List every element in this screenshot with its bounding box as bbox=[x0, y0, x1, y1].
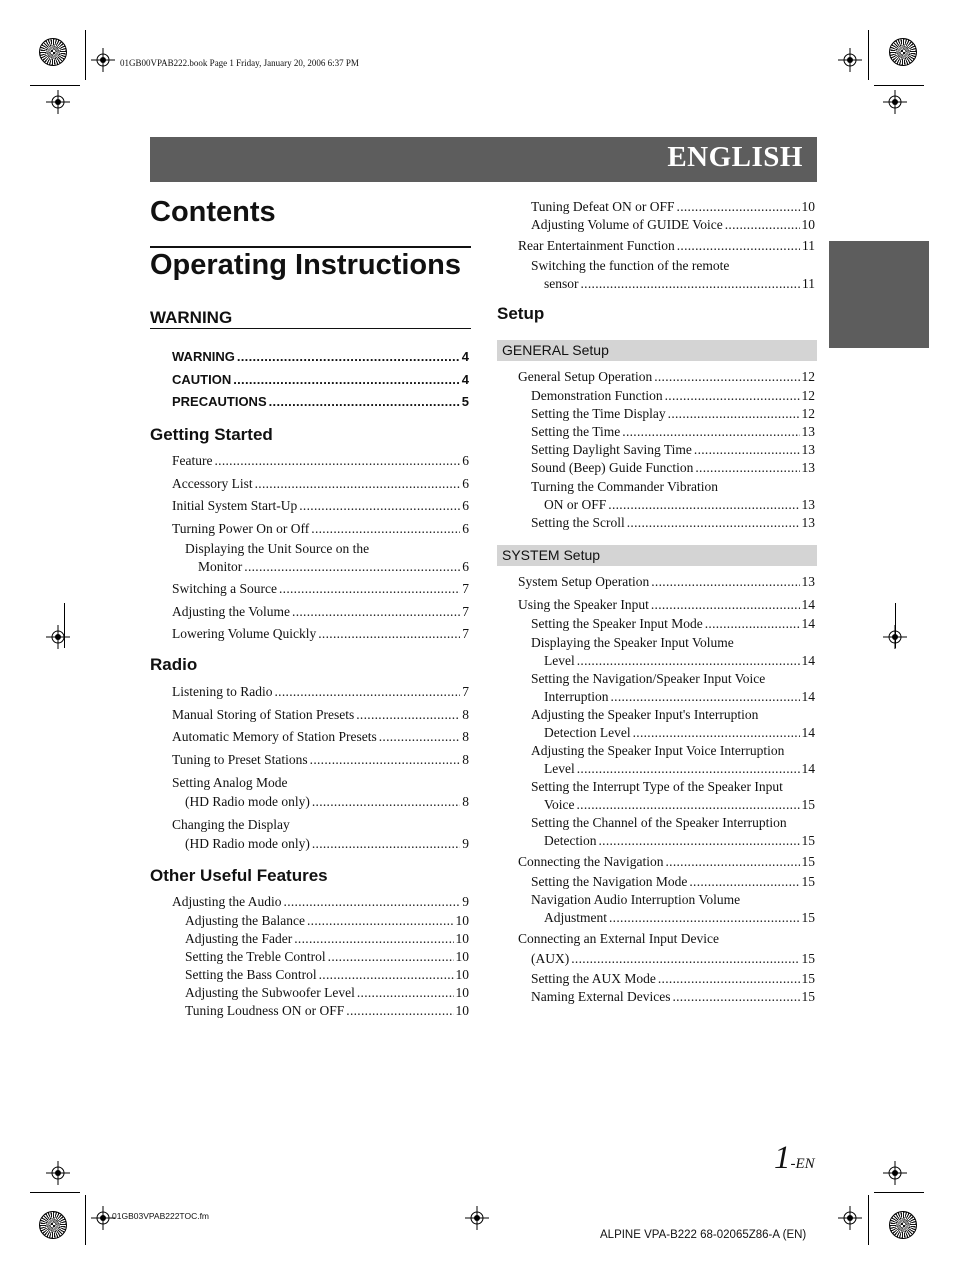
toc-entry[interactable]: System Setup Operation ..... 13 bbox=[518, 573, 815, 591]
language-label: ENGLISH bbox=[667, 141, 803, 173]
toc-entry-continued[interactable]: (AUX) ..... 15 bbox=[518, 950, 815, 968]
toc-entry[interactable]: Naming External Devices ..... 15 bbox=[518, 988, 815, 1006]
toc-entry[interactable]: Navigation Audio Interruption Volume bbox=[531, 892, 741, 907]
toc-entry[interactable]: Feature ..... 6 bbox=[172, 452, 469, 470]
toc-entry[interactable]: Adjusting the Balance ..... 10 bbox=[172, 912, 469, 930]
toc-entry[interactable]: Changing the Display bbox=[172, 816, 290, 832]
toc-entry[interactable]: Turning the Commander Vibration bbox=[531, 479, 719, 494]
toc-entry[interactable]: Using the Speaker Input ..... 14 bbox=[518, 596, 815, 614]
side-tab bbox=[829, 241, 929, 348]
toc-entry[interactable]: Setting Daylight Saving Time ..... 13 bbox=[518, 441, 815, 459]
crop-mark bbox=[874, 1192, 924, 1193]
toc-entry-continued[interactable]: Voice ..... 15 bbox=[518, 796, 815, 814]
registration-disc-top-right bbox=[889, 38, 917, 66]
toc-entry[interactable]: Setting the AUX Mode ..... 15 bbox=[518, 970, 815, 988]
crop-mark bbox=[85, 30, 86, 80]
toc-entry-continued[interactable]: Level ..... 14 bbox=[518, 652, 815, 670]
source-file-name: 01GB03VPAB222TOC.fm bbox=[112, 1211, 210, 1221]
toc-entry[interactable]: Adjusting the Subwoofer Level ..... 10 bbox=[172, 984, 469, 1002]
registration-mark bbox=[883, 90, 907, 114]
toc-entry-continued[interactable]: Interruption ..... 14 bbox=[518, 688, 815, 706]
toc-entry[interactable]: Adjusting Volume of GUIDE Voice ..... 10 bbox=[518, 216, 815, 234]
toc-entry[interactable]: Adjusting the Volume ..... 7 bbox=[172, 603, 469, 621]
toc-entry[interactable]: Switching a Source ..... 7 bbox=[172, 580, 469, 598]
toc-entry[interactable]: Setting the Navigation Mode ..... 15 bbox=[518, 873, 815, 891]
right-top-list bbox=[518, 198, 815, 293]
registration-mark bbox=[46, 1161, 70, 1185]
band-system-setup: SYSTEM Setup bbox=[497, 545, 817, 566]
toc-entry[interactable]: Setting the Treble Control ..... 10 bbox=[172, 948, 469, 966]
registration-mark bbox=[883, 1161, 907, 1185]
crop-mark bbox=[30, 85, 80, 86]
registration-mark bbox=[838, 1206, 862, 1230]
toc-entry[interactable]: Setting the Scroll ..... 13 bbox=[518, 514, 815, 532]
section-heading-setup: Setup bbox=[497, 304, 545, 323]
toc-entry[interactable]: General Setup Operation ..... 12 bbox=[518, 368, 815, 386]
crop-mark bbox=[85, 1195, 86, 1245]
toc-entry-continued[interactable]: Level ..... 14 bbox=[518, 760, 815, 778]
band-general-setup: GENERAL Setup bbox=[497, 340, 817, 361]
crop-mark bbox=[895, 603, 896, 648]
toc-entry-continued[interactable]: Detection Level ..... 14 bbox=[518, 724, 815, 742]
toc-entry[interactable]: Initial System Start-Up ..... 6 bbox=[172, 497, 469, 515]
radio-list bbox=[172, 683, 469, 853]
section-heading-getting-started: Getting Started bbox=[150, 425, 273, 444]
crop-mark bbox=[868, 1195, 869, 1245]
general-setup-list bbox=[518, 368, 815, 532]
toc-entry[interactable]: Accessory List ..... 6 bbox=[172, 475, 469, 493]
toc-entry-continued[interactable]: sensor ..... 11 bbox=[518, 275, 815, 293]
toc-entry[interactable]: Setting the Bass Control ..... 10 bbox=[172, 966, 469, 984]
getting-started-list bbox=[172, 452, 469, 643]
registration-mark bbox=[465, 1206, 489, 1230]
toc-entry[interactable]: Setting the Interrupt Type of the Speaker Input bbox=[531, 779, 783, 794]
toc-entry[interactable]: Rear Entertainment Function ..... 11 bbox=[518, 237, 815, 255]
registration-disc-bottom-right bbox=[889, 1211, 917, 1239]
warning-list bbox=[172, 346, 469, 414]
section-heading-other-features: Other Useful Features bbox=[150, 866, 328, 885]
toc-entry[interactable]: Adjusting the Speaker Input's Interruption bbox=[531, 707, 759, 722]
crop-mark bbox=[874, 85, 924, 86]
toc-entry[interactable]: Manual Storing of Station Presets ..... 8 bbox=[172, 706, 469, 724]
contents-title: Contents bbox=[150, 196, 276, 228]
registration-mark bbox=[838, 48, 862, 72]
registration-mark bbox=[46, 625, 70, 649]
toc-entry[interactable]: PRECAUTIONS ..... 5 bbox=[172, 391, 469, 414]
toc-entry[interactable]: Adjusting the Speaker Input Voice Interruption bbox=[531, 743, 785, 758]
other-features-list bbox=[172, 893, 469, 1020]
toc-entry-continued[interactable]: Monitor ..... 6 bbox=[172, 558, 469, 576]
toc-entry[interactable]: Displaying the Unit Source on the bbox=[185, 540, 370, 556]
page-number: 1-EN bbox=[774, 1140, 815, 1176]
toc-entry[interactable]: Adjusting the Fader ..... 10 bbox=[172, 930, 469, 948]
operating-instructions-title: Operating Instructions bbox=[150, 246, 471, 282]
document-id: ALPINE VPA-B222 68-02065Z86-A (EN) bbox=[600, 1229, 807, 1241]
toc-entry[interactable]: Switching the function of the remote bbox=[531, 258, 730, 273]
toc-entry[interactable]: Listening to Radio ..... 7 bbox=[172, 683, 469, 701]
system-setup-list bbox=[518, 573, 815, 1006]
crop-mark bbox=[868, 30, 869, 80]
toc-entry[interactable]: Tuning Loudness ON or OFF ..... 10 bbox=[172, 1002, 469, 1020]
language-header-bar bbox=[150, 137, 817, 182]
toc-entry-continued[interactable]: ON or OFF ..... 13 bbox=[518, 496, 815, 514]
toc-entry[interactable]: Lowering Volume Quickly ..... 7 bbox=[172, 625, 469, 643]
toc-entry[interactable]: Setting Analog Mode bbox=[172, 774, 288, 790]
toc-entry[interactable]: Connecting the Navigation ..... 15 bbox=[518, 853, 815, 871]
section-heading-radio: Radio bbox=[150, 655, 198, 674]
toc-entry[interactable]: Setting the Navigation/Speaker Input Voice bbox=[531, 671, 766, 686]
toc-entry[interactable]: Tuning Defeat ON or OFF ..... 10 bbox=[518, 198, 815, 216]
toc-entry[interactable]: Turning Power On or Off ..... 6 bbox=[172, 520, 469, 538]
toc-entry-continued[interactable]: Detection ..... 15 bbox=[518, 832, 815, 850]
registration-disc-top-left bbox=[39, 38, 67, 66]
toc-entry[interactable]: Tuning to Preset Stations ..... 8 bbox=[172, 751, 469, 769]
toc-entry[interactable]: Displaying the Speaker Input Volume bbox=[531, 635, 734, 650]
toc-entry-continued[interactable]: (HD Radio mode only) ..... 8 bbox=[172, 793, 469, 811]
toc-entry[interactable]: CAUTION ..... 4 bbox=[172, 369, 469, 392]
toc-entry[interactable]: Setting the Time ..... 13 bbox=[518, 423, 815, 441]
toc-entry-continued[interactable]: Adjustment ..... 15 bbox=[518, 909, 815, 927]
registration-mark bbox=[46, 90, 70, 114]
registration-mark bbox=[91, 48, 115, 72]
toc-entry[interactable]: Demonstration Function ..... 12 bbox=[518, 387, 815, 405]
toc-entry[interactable]: Setting the Time Display ..... 12 bbox=[518, 405, 815, 423]
toc-entry-continued[interactable]: (HD Radio mode only) ..... 9 bbox=[172, 835, 469, 853]
toc-entry[interactable]: Sound (Beep) Guide Function ..... 13 bbox=[518, 459, 815, 477]
toc-entry[interactable]: Automatic Memory of Station Presets ..... 8 bbox=[172, 728, 469, 746]
registration-disc-bottom-left bbox=[39, 1211, 67, 1239]
toc-entry[interactable]: Setting the Channel of the Speaker Interruption bbox=[531, 815, 787, 830]
book-info: 01GB00VPAB222.book Page 1 Friday, January 20, 2006 6:37 PM bbox=[120, 58, 359, 68]
toc-entry[interactable]: Connecting an External Input Device bbox=[518, 931, 719, 946]
crop-mark bbox=[30, 1192, 80, 1193]
toc-entry[interactable]: Adjusting the Audio ..... 9 bbox=[172, 893, 469, 911]
crop-mark bbox=[64, 603, 65, 648]
toc-entry[interactable]: WARNING ..... 4 bbox=[172, 346, 469, 369]
section-heading-warning: WARNING bbox=[150, 308, 471, 329]
toc-entry[interactable]: Setting the Speaker Input Mode ..... 14 bbox=[518, 615, 815, 633]
